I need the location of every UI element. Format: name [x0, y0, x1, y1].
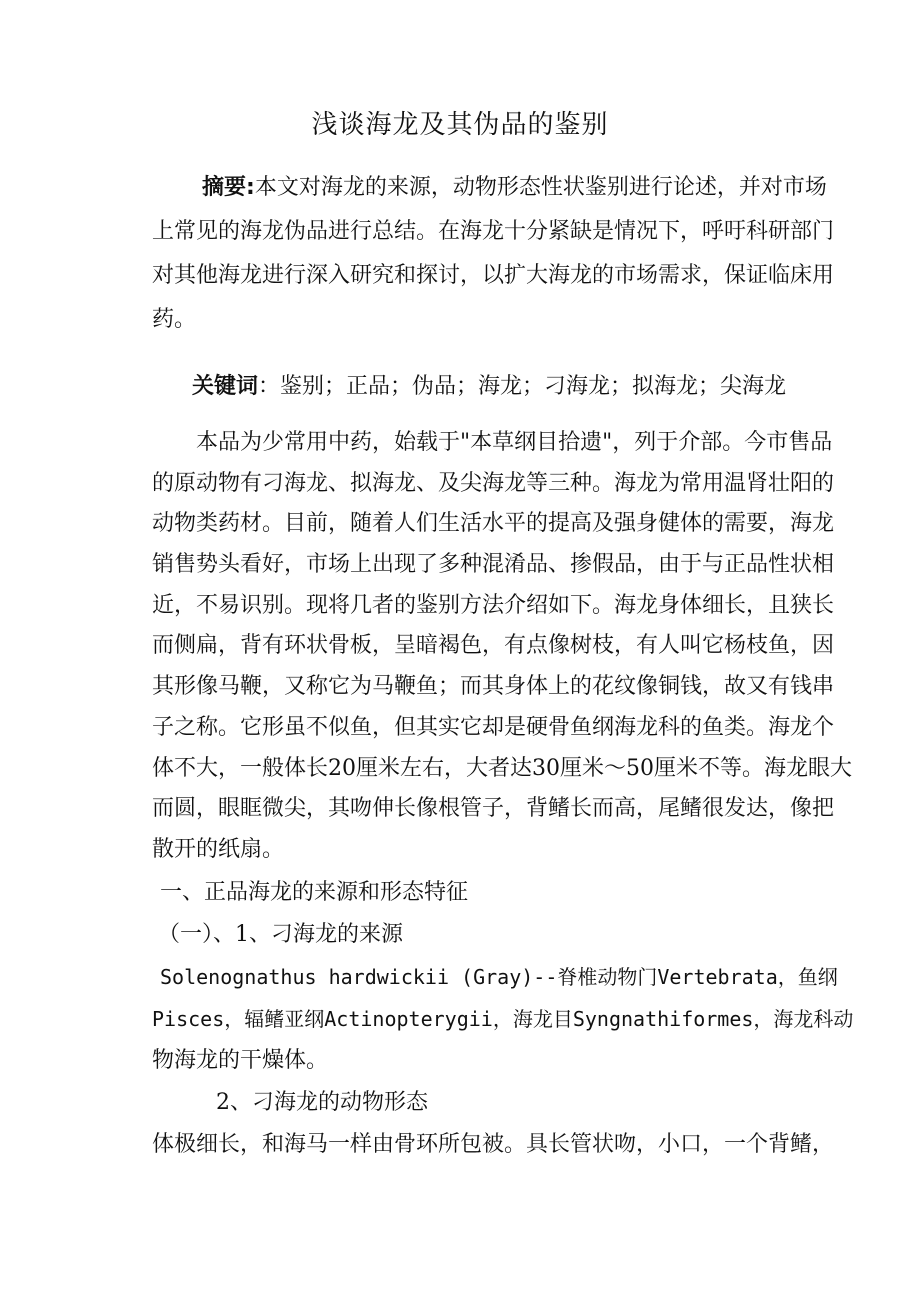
abstract-line: 药。: [152, 307, 197, 332]
body-line: 散开的纸扇。: [152, 836, 285, 862]
abstract-line: [152, 166, 827, 210]
body-line: 而圆，眼眶微尖，其吻伸长像根管子，背鳍长而高，尾鳍很发达，像把: [152, 796, 835, 822]
abstract-line: 上常见的海龙伪品进行总结。在海龙十分紧缺是情况下，呼吁科研部门: [152, 219, 835, 244]
source-line: Pisces，辐鳍亚纲Actinopterygii，海龙目Syngnathiformes，海龙科动: [152, 1007, 854, 1031]
keywords: [192, 367, 832, 408]
abstract-text: 本文对海龙的来源，动物形态性状鉴别进行论述，并对市场: [254, 175, 827, 200]
abstract-line: 对其他海龙进行深入研究和探讨，以扩大海龙的市场需求，保证临床用: [152, 263, 835, 288]
body-line: 销售势头看好，市场上出现了多种混淆品、掺假品，由于与正品性状相: [152, 552, 835, 578]
keywords-line: [192, 367, 832, 408]
source-line: 物海龙的干燥体。: [152, 1048, 329, 1073]
body-paragraph: [152, 423, 852, 871]
source-line: Solenognathus hardwickii (Gray)--脊椎动物门Vertebrata，鱼纲: [160, 965, 838, 989]
body-line: 动物类药材。目前，随着人们生活水平的提高及强身健体的需要，海龙: [152, 511, 835, 537]
subsection-heading: （一）、1、刁海龙的来源: [158, 922, 403, 947]
keywords-text: ：鉴别；正品；伪品；海龙；刁海龙；拟海龙；尖海龙: [258, 374, 787, 399]
abstract: [152, 166, 835, 342]
body-line: 子之称。它形虽不似鱼，但其实它却是硬骨鱼纲海龙科的鱼类。海龙个: [152, 714, 835, 740]
document-title: 浅谈海龙及其伪品的鉴别: [311, 110, 609, 140]
keywords-label: 关键词: [192, 374, 259, 399]
section-1: [152, 872, 854, 1166]
body-line: 体不大，一般体长20厘米左右，大者达30厘米～50厘米不等。海龙眼大: [152, 755, 852, 781]
body-line: 近，不易识别。现将几者的鉴别方法介绍如下。海龙身体细长，且狭长: [152, 592, 835, 618]
body-line: 而侧扁，背有环状骨板，呈暗褐色，有点像树枝，有人叫它杨枝鱼，因: [152, 633, 835, 659]
body-line: 的原动物有刁海龙、拟海龙、及尖海龙等三种。海龙为常用温肾壮阳的: [152, 470, 835, 496]
subsection-heading: 2、刁海龙的动物形态: [216, 1090, 428, 1115]
morphology-line: 体极细长，和海马一样由骨环所包被。具长管状吻，小口，一个背鳍，: [152, 1132, 835, 1157]
abstract-label: 摘要:: [202, 175, 255, 200]
body-line: 其形像马鞭，又称它为马鞭鱼；而其身体上的花纹像铜钱，故又有钱串: [152, 674, 835, 700]
section-heading: 一、正品海龙的来源和形态特征: [160, 880, 469, 905]
body-line: 本品为少常用中药，始载于"本草纲目拾遗"，列于介部。今市售品: [196, 430, 833, 455]
